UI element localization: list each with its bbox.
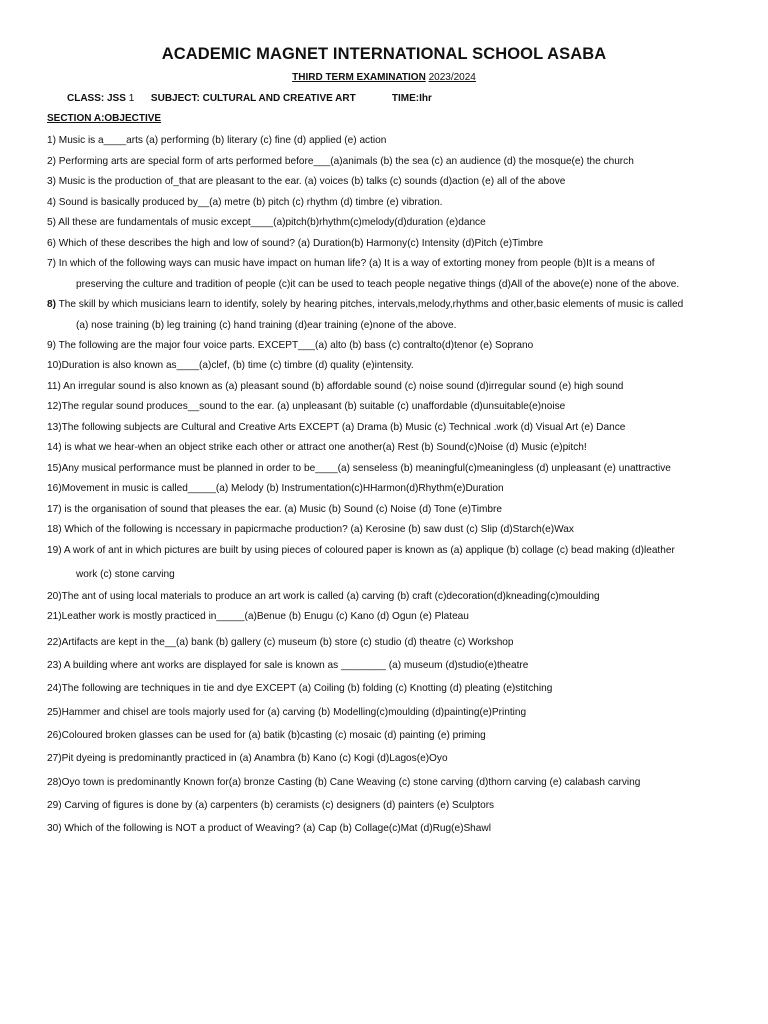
question-text: 1) Music is a____arts (a) performing (b) literary (c) fine (d) applied (e) action [47, 135, 387, 146]
question-text: 4) Sound is basically produced by__(a) metre (b) pitch (c) rhythm (d) timbre (e) vibration. [47, 197, 443, 208]
question-text: 22)Artifacts are kept in the__(a) bank (b) gallery (c) museum (b) store (c) studio (d) theatre (c) Workshop [47, 637, 514, 648]
question-continuation: work (c) stone carving [76, 568, 175, 580]
question-number: 8) [47, 299, 56, 310]
question-17 [47, 500, 721, 521]
exam-year: 2023/2024 [428, 72, 476, 83]
question-text: 11) An irregular sound is also known as (a) pleasant sound (b) affordable sound (c) noise sound (d)irregular sound (e) high sound [47, 381, 624, 392]
question-text: 16)Movement in music is called_____(a) Melody (b) Instrumentation(c)HHarmon(d)Rhythm(e)Duration [47, 483, 504, 494]
question-text: 26)Coloured broken glasses can be used for (a) batik (b)casting (c) mosaic (d) painting (e) priming [47, 730, 486, 741]
question-7 [47, 254, 721, 295]
question-6 [47, 234, 721, 255]
exam-term: THIRD TERM EXAMINATION [292, 72, 426, 83]
question-text: The skill by which musicians learn to identify, solely by hearing pitches, intervals,melody,rhythms and other,basic elements of music is called [55, 299, 684, 310]
question-text: 25)Hammer and chisel are tools majorly used for (a) carving (b) Modelling(c)moulding (d)painting(e)Printing [47, 707, 527, 718]
question-text: 19) A work of ant in which pictures are built by using pieces of coloured paper is known as (a) applique (b) collage (c) bead making (d)leather [47, 545, 675, 556]
question-text: 3) Music is the production of_that are pleasant to the ear. (a) voices (b) talks (c) sounds (d)action (e) all of the above [47, 176, 566, 187]
question-21 [47, 607, 721, 628]
question-text: 13)The following subjects are Cultural and Creative Arts EXCEPT (a) Drama (b) Music (c) Technical .work (d) Visual Art (e) Dance [47, 422, 626, 433]
question-3 [47, 172, 721, 193]
question-text: 24)The following are techniques in tie and dye EXCEPT (a) Coiling (b) folding (c) Knotting (d) pleating (e)stitching [47, 683, 553, 694]
question-text: 5) All these are fundamentals of music except____(a)pitch(b)rhythm(c)melody(d)duration (e)dance [47, 217, 486, 228]
question-text: 18) Which of the following is nccessary in papicrmache production? (a) Kerosine (b) saw dust (c) Slip (d)Starch(e)Wax [47, 524, 574, 535]
question-text: 17) is the organisation of sound that pleases the ear. (a) Music (b) Sound (c) Noise (d) Tone (e)Timbre [47, 504, 502, 515]
question-12 [47, 397, 721, 418]
question-text: 27)Pit dyeing is predominantly practiced in (a) Anambra (b) Kano (c) Kogi (d)Lagos(e)Oyo [47, 753, 448, 764]
question-text: 29) Carving of figures is done by (a) carpenters (b) ceramists (c) designers (d) painters (e) Sculptors [47, 800, 495, 811]
question-10 [47, 356, 721, 377]
question-text: 30) Which of the following is NOT a product of Weaving? (a) Cap (b) Collage(c)Mat (d)Rug(e)Shawl [47, 823, 491, 834]
question-29 [47, 796, 721, 817]
question-26 [47, 726, 721, 747]
question-22 [47, 633, 721, 654]
question-text: 9) The following are the major four voice parts. EXCEPT___(a) alto (b) bass (c) contralto(d)tenor (e) Soprano [47, 340, 534, 351]
question-28 [47, 773, 721, 794]
question-15 [47, 459, 721, 480]
question-1 [47, 131, 721, 152]
question-9 [47, 336, 721, 357]
question-continuation: preserving the culture and tradition of people (c)it can be used to teach people negative things (d)All of the above(e) none of the above. [76, 278, 680, 290]
section-title: SECTION A:OBJECTIVE [47, 113, 162, 124]
question-continuation: (a) nose training (b) leg training (c) hand training (d)ear training (e)none of the above. [76, 319, 457, 331]
question-18 [47, 520, 721, 541]
school-name: ACADEMIC MAGNET INTERNATIONAL SCHOOL ASABA [161, 45, 607, 63]
class-value: 1 [128, 93, 135, 104]
question-text: 23) A building where ant works are displayed for sale is known as ________ (a) museum (d)studio(e)theatre [47, 660, 529, 671]
question-30 [47, 819, 721, 840]
question-text: 2) Performing arts are special form of arts performed before___(a)animals (b) the sea (c) an audience (d) the mosque(e) the church [47, 156, 634, 167]
subject-label: SUBJECT: CULTURAL AND CREATIVE ART [150, 93, 356, 104]
question-25 [47, 703, 721, 724]
question-20 [47, 587, 721, 608]
question-text: 6) Which of these describes the high and low of sound? (a) Duration(b) Harmony(c) Intensity (d)Pitch (e)Timbre [47, 238, 544, 249]
question-13 [47, 418, 721, 439]
question-4 [47, 193, 721, 214]
question-text: 15)Any musical performance must be planned in order to be____(a) senseless (b) meaningful(c)meaningless (d) unpleasant (e) unattractive [47, 463, 671, 474]
question-19 [47, 541, 721, 585]
question-24 [47, 679, 721, 700]
class-label: CLASS: JSS [67, 93, 126, 104]
question-text: 7) In which of the following ways can music have impact on human life? (a) It is a way of extorting money from people (b)It is a means of [47, 258, 655, 269]
question-text: 14) is what we hear-when an object strike each other or attract one another(a) Rest (b) Sound(c)Noise (d) Music (e)pitch! [47, 442, 587, 453]
question-27 [47, 749, 721, 770]
question-text: 28)Oyo town is predominantly Known for(a) bronze Casting (b) Cane Weaving (c) stone carving (d)thorn carving (e) calabash carving [47, 777, 641, 788]
question-text: 20)The ant of using local materials to produce an art work is called (a) carving (b) craft (c)decoration(d)kneading(c)moulding [47, 591, 600, 602]
question-14 [47, 438, 721, 459]
question-text: 21)Leather work is mostly practiced in_____(a)Benue (b) Enugu (c) Kano (d) Ogun (e) Plateau [47, 611, 469, 622]
question-5 [47, 213, 721, 234]
question-text: 10)Duration is also known as____(a)clef, (b) time (c) timbre (d) quality (e)intensity. [47, 360, 414, 371]
question-11 [47, 377, 721, 398]
time-label: TIME:Ihr [391, 93, 432, 104]
question-text: 12)The regular sound produces__sound to the ear. (a) unpleasant (b) suitable (c) unaffordable (d)unsuitable(e)noise [47, 401, 566, 412]
question-23 [47, 656, 721, 677]
question-2 [47, 152, 721, 173]
question-16 [47, 479, 721, 500]
question-8 [47, 295, 721, 336]
class-line [67, 93, 432, 104]
exam-title [0, 72, 768, 83]
